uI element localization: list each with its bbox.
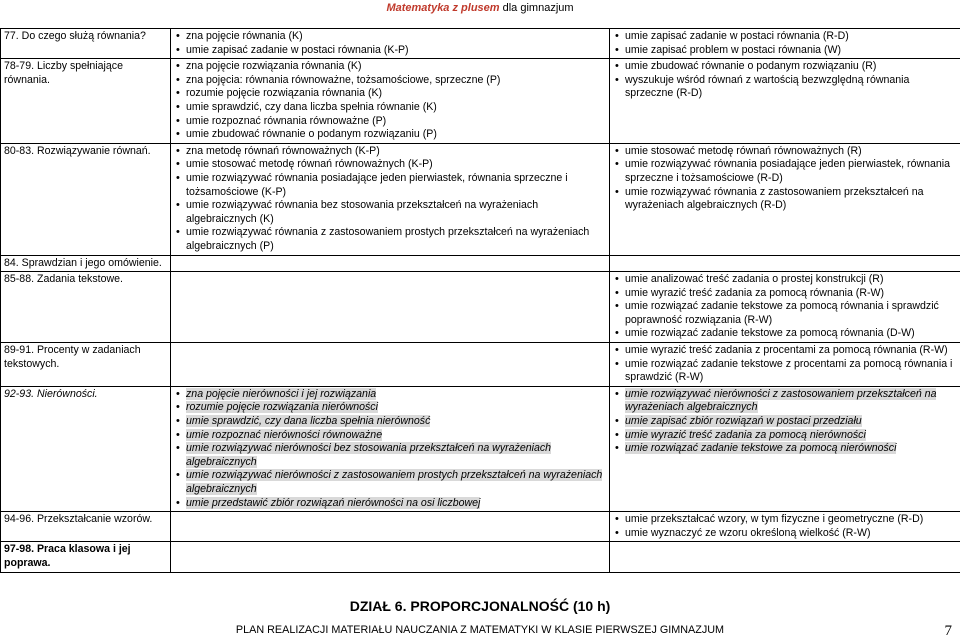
list-item: • umie rozwiązać zadanie tekstowe z procentami za pomocą równania i sprawdzić (R-W) xyxy=(613,358,957,385)
lesson-title: 85-88. Zadania tekstowe. xyxy=(4,273,167,287)
list-item: • zna metodę równań równoważnych (K-P) xyxy=(174,145,606,159)
list-item: • zna pojęcia: równania równoważne, tożsamościowe, sprzeczne (P) xyxy=(174,74,606,88)
list-item: • umie rozwiązywać nierówności bez stosowania przekształceń na wyrażeniach algebraicznych xyxy=(174,442,606,469)
curriculum-table xyxy=(0,28,960,573)
list-item: • umie zbudować równanie o podanym rozwiązaniu (R) xyxy=(613,60,957,74)
list-item: • umie rozwiązywać równania z zastosowaniem przekształceń na wyrażeniach algebraicznych (R-D) xyxy=(613,186,957,213)
list-item: • umie stosować metodę równań równoważnych (K-P) xyxy=(174,158,606,172)
lesson-title: 78-79. Liczby spełniające równania. xyxy=(4,60,167,87)
basic-cell xyxy=(171,343,610,387)
extended-cell xyxy=(610,59,960,144)
list-item: • umie zapisać zadanie w postaci równania (R-D) xyxy=(613,30,957,44)
lesson-title: 84. Sprawdzian i jego omówienie. xyxy=(4,257,167,271)
list-item: • umie rozwiązywać równania bez stosowania przekształceń na wyrażeniach algebraicznych (K) xyxy=(174,199,606,226)
lesson-title: 80-83. Rozwiązywanie równań. xyxy=(4,145,167,159)
table-row xyxy=(1,512,960,542)
lesson-title: 97-98. Praca klasowa i jej poprawa. xyxy=(4,543,167,570)
section-title: DZIAŁ 6. PROPORCJONALNOŚĆ (10 h) xyxy=(0,598,960,614)
lesson-title: 89-91. Procenty w zadaniach tekstowych. xyxy=(4,344,167,371)
page-footer: PLAN REALIZACJI MATERIAŁU NAUCZANIA Z MATEMATYKI W KLASIE PIERWSZEJ GIMNAZJUM xyxy=(0,624,960,636)
list-item: • umie rozwiązać zadanie tekstowe za pomocą równania i sprawdzić poprawność rozwiązania (R-W) xyxy=(613,300,957,327)
list-item: • umie rozwiązać zadanie tekstowe za pomocą równania (D-W) xyxy=(613,327,957,341)
list-item: • umie rozwiązywać nierówności z zastosowaniem przekształceń na wyrażeniach algebraicznych xyxy=(613,388,957,415)
list-item: • umie zapisać zadanie w postaci równania (K-P) xyxy=(174,44,606,58)
list-item: • umie rozpoznać nierówności równoważne xyxy=(174,429,606,443)
table-row xyxy=(1,29,960,59)
list-item: • umie rozwiązywać równania z zastosowaniem prostych przekształceń na wyrażeniach algebraicznych (P) xyxy=(174,226,606,253)
list-item: • umie zbudować równanie o podanym rozwiązaniu (P) xyxy=(174,128,606,142)
extended-cell xyxy=(610,542,960,572)
list-item: • rozumie pojęcie rozwiązania równania (K) xyxy=(174,87,606,101)
list-item: • umie sprawdzić, czy dana liczba spełnia równanie (K) xyxy=(174,101,606,115)
lesson-title: 92-93. Nierówności. xyxy=(4,388,167,402)
table-row xyxy=(1,542,960,572)
lesson-cell xyxy=(1,59,171,144)
page-header xyxy=(0,2,960,14)
lesson-title: 94-96. Przekształcanie wzorów. xyxy=(4,513,167,527)
extended-cell xyxy=(610,255,960,272)
table-row xyxy=(1,143,960,255)
lesson-cell xyxy=(1,542,171,572)
list-item: • umie rozpoznać równania równoważne (P) xyxy=(174,115,606,129)
list-item: • umie rozwiązywać nierówności z zastosowaniem prostych przekształceń na wyrażeniach algebraicznych xyxy=(174,469,606,496)
table-row xyxy=(1,255,960,272)
extended-cell xyxy=(610,272,960,343)
list-item: • zna pojęcie równania (K) xyxy=(174,30,606,44)
list-item: • umie sprawdzić, czy dana liczba spełnia nierówność xyxy=(174,415,606,429)
list-item: • rozumie pojęcie rozwiązania nierówności xyxy=(174,401,606,415)
list-item: • zna pojęcie nierówności i jej rozwiązania xyxy=(174,388,606,402)
list-item: • umie wyrazić treść zadania za pomocą równania (R-W) xyxy=(613,287,957,301)
basic-cell xyxy=(171,386,610,511)
extended-cell xyxy=(610,386,960,511)
list-item: • umie wyrazić treść zadania z procentami za pomocą równania (R-W) xyxy=(613,344,957,358)
list-item: • umie analizować treść zadania o prostej konstrukcji (R) xyxy=(613,273,957,287)
list-item: • zna pojęcie rozwiązania równania (K) xyxy=(174,60,606,74)
list-item: • umie zapisać problem w postaci równania (W) xyxy=(613,44,957,58)
list-item: • umie zapisać zbiór rozwiązań w postaci przedziału xyxy=(613,415,957,429)
lesson-title: 77. Do czego służą równania? xyxy=(4,30,167,44)
table-row xyxy=(1,272,960,343)
extended-cell xyxy=(610,512,960,542)
basic-cell xyxy=(171,143,610,255)
list-item: • wyszukuje wśród równań z wartością bezwzględną równania sprzeczne (R-D) xyxy=(613,74,957,101)
table-row xyxy=(1,59,960,144)
lesson-cell xyxy=(1,343,171,387)
basic-cell xyxy=(171,29,610,59)
list-item: • umie przekształcać wzory, w tym fizyczne i geometryczne (R-D) xyxy=(613,513,957,527)
basic-cell xyxy=(171,272,610,343)
lesson-cell xyxy=(1,386,171,511)
extended-cell xyxy=(610,143,960,255)
extended-cell xyxy=(610,343,960,387)
table-row xyxy=(1,343,960,387)
list-item: • umie rozwiązywać równania posiadające jeden pierwiastek, równania sprzeczne i tożsamościowe (R-D) xyxy=(613,158,957,185)
page-number: 7 xyxy=(945,623,953,640)
table-row xyxy=(1,386,960,511)
lesson-cell xyxy=(1,143,171,255)
lesson-cell xyxy=(1,29,171,59)
basic-cell xyxy=(171,255,610,272)
basic-cell xyxy=(171,59,610,144)
header-brand: Matematyka z plusem xyxy=(386,2,499,14)
lesson-cell xyxy=(1,255,171,272)
list-item: • umie przedstawić zbiór rozwiązań nierówności na osi liczbowej xyxy=(174,497,606,511)
extended-cell xyxy=(610,29,960,59)
lesson-cell xyxy=(1,512,171,542)
list-item: • umie rozwiązywać równania posiadające jeden pierwiastek, równania sprzeczne i tożsamościowe (K-P) xyxy=(174,172,606,199)
header-suffix: dla gimnazjum xyxy=(500,2,574,14)
list-item: • umie wyznaczyć ze wzoru określoną wielkość (R-W) xyxy=(613,527,957,541)
list-item: • umie rozwiązać zadanie tekstowe za pomocą nierówności xyxy=(613,442,957,456)
list-item: • umie stosować metodę równań równoważnych (R) xyxy=(613,145,957,159)
lesson-cell xyxy=(1,272,171,343)
basic-cell xyxy=(171,512,610,542)
basic-cell xyxy=(171,542,610,572)
list-item: • umie wyrazić treść zadania za pomocą nierówności xyxy=(613,429,957,443)
